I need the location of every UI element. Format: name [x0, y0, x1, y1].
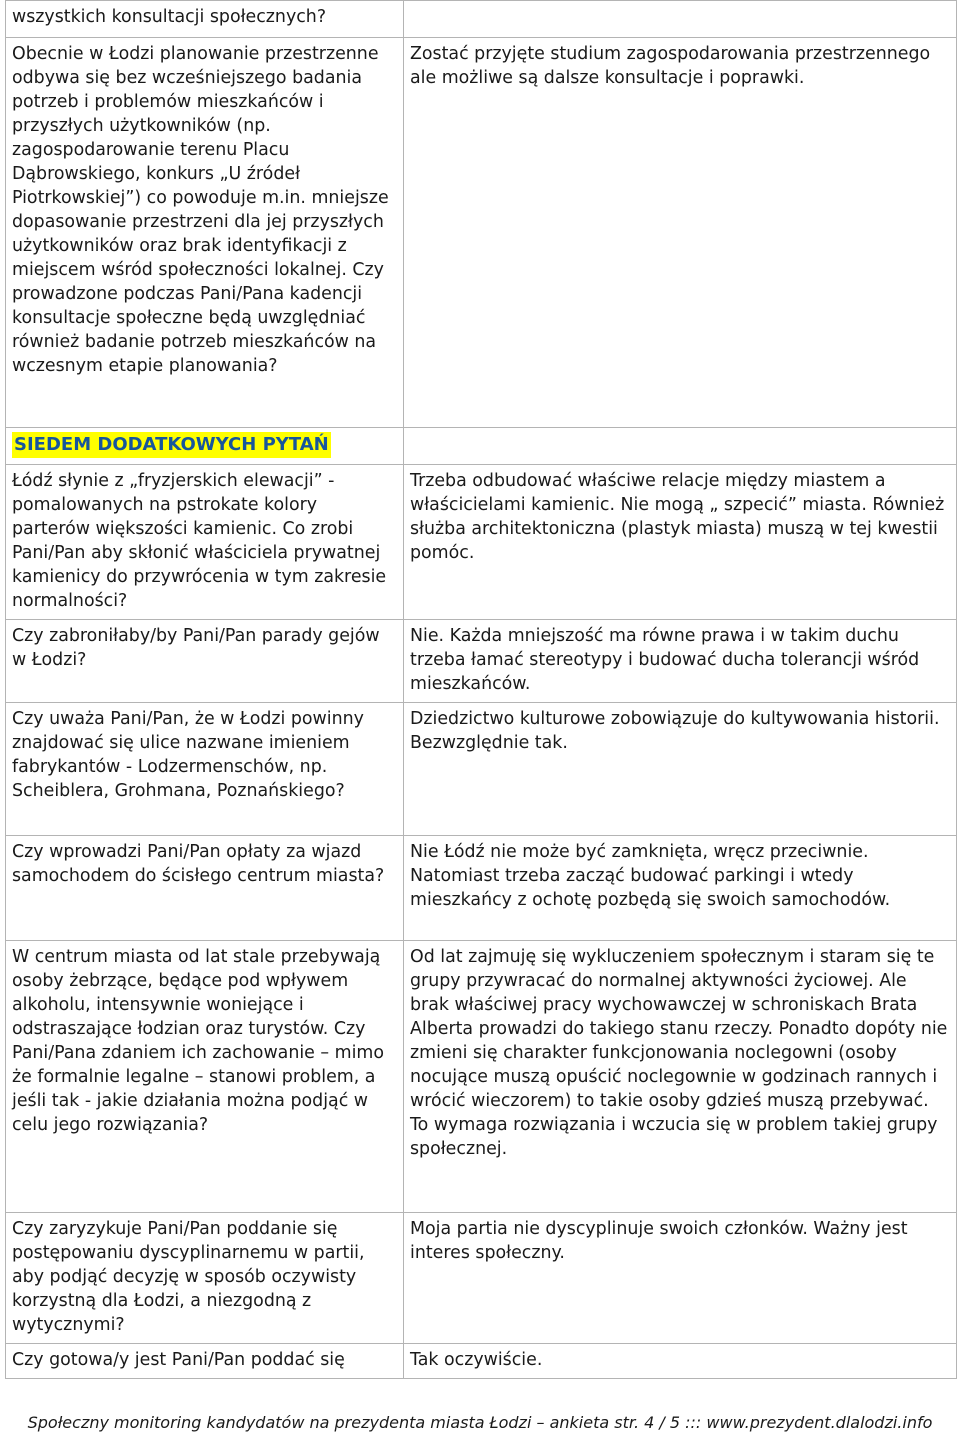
question-cell: Czy zabroniłaby/by Pani/Pan parady gejów w Łodzi? [6, 620, 404, 703]
question-cell: Czy gotowa/y jest Pani/Pan poddać się [6, 1344, 404, 1379]
table-row [6, 1, 957, 38]
qa-table [5, 0, 957, 1379]
answer-cell: Od lat zajmuję się wykluczeniem społecznym i staram się te grupy przywracać do normalnej aktywności życiowej. Ale brak właściwej pracy wychowawczej w schroniskach Brata Alberta prowadzi do takiego stanu rzeczy. Ponadto dopóty nie zmieni się charakter funkcjonowania noclegowni (osoby nocujące muszą opuścić noclegownie w godzinach rannych i wrócić wieczorem) to takie osoby gdzieś muszą przebywać. To wymaga rozwiązania i wczucia się w problem takiej grupy społecznej. [404, 941, 957, 1213]
answer-cell: Nie. Każda mniejszość ma równe prawa i w takim duchu trzeba łamać stereotypy i budować ducha tolerancji wśród mieszkańców. [404, 620, 957, 703]
table-row [6, 941, 957, 1213]
document-page [5, 0, 956, 1379]
section-header-empty-cell [404, 428, 957, 465]
table-row [6, 465, 957, 620]
question-cell: W centrum miasta od lat stale przebywają osoby żebrzące, będące pod wpływem alkoholu, intensywnie woniejące i odstraszające łodzian oraz turystów. Czy Pani/Pana zdaniem ich zachowanie – mimo że formalnie legalne – stanowi problem, a jeśli tak - jakie działania można podjąć w celu jego rozwiązania? [6, 941, 404, 1213]
table-row [6, 620, 957, 703]
answer-cell: Dziedzictwo kulturowe zobowiązuje do kultywowania historii. Bezwzględnie tak. [404, 703, 957, 836]
question-cell: Czy wprowadzi Pani/Pan opłaty za wjazd samochodem do ścisłego centrum miasta? [6, 836, 404, 941]
question-cell: Obecnie w Łodzi planowanie przestrzenne odbywa się bez wcześniejszego badania potrzeb i problemów mieszkańców i przyszłych użytkowników (np. zagospodarowanie terenu Placu Dąbrowskiego, konkurs „U źródeł Piotrkowskiej”) co powoduje m.in. mniejsze dopasowanie przestrzeni dla jej przyszłych użytkowników oraz brak identyfikacji z miejscem wśród społeczności lokalnej. Czy prowadzone podczas Pani/Pana kadencji konsultacje społeczne będą uwzględniać również badanie potrzeb mieszkańców na wczesnym etapie planowania? [6, 38, 404, 428]
question-cell: Łódź słynie z „fryzjerskich elewacji” - pomalowanych na pstrokate kolory parterów większości kamienic. Co zrobi Pani/Pan aby skłonić właściciela prywatnej kamienicy do przywrócenia w tym zakresie normalności? [6, 465, 404, 620]
table-row [6, 703, 957, 836]
table-row [6, 1213, 957, 1344]
answer-cell: Trzeba odbudować właściwe relacje między miastem a właścicielami kamienic. Nie mogą „ szpecić” miasta. Również służba architektoniczna (plastyk miasta) muszą w tej kwestii pomóc. [404, 465, 957, 620]
question-cell: wszystkich konsultacji społecznych? [6, 1, 404, 38]
answer-cell: Zostać przyjęte studium zagospodarowania przestrzennego ale możliwe są dalsze konsultacje i poprawki. [404, 38, 957, 428]
answer-cell: Nie Łódź nie może być zamknięta, wręcz przeciwnie. Natomiast trzeba zacząć budować parkingi i wtedy mieszkańcy z ochotę pozbędą się swoich samochodów. [404, 836, 957, 941]
section-header-cell [6, 428, 404, 465]
table-row [6, 1344, 957, 1379]
table-row [6, 836, 957, 941]
question-cell: Czy uważa Pani/Pan, że w Łodzi powinny znajdować się ulice nazwane imieniem fabrykantów - Lodzermenschów, np. Scheiblera, Grohmana, Poznańskiego? [6, 703, 404, 836]
answer-cell: Tak oczywiście. [404, 1344, 957, 1379]
section-header: SIEDEM DODATKOWYCH PYTAŃ [12, 432, 331, 458]
answer-cell: Moja partia nie dyscyplinuje swoich członków. Ważny jest interes społeczny. [404, 1213, 957, 1344]
answer-cell [404, 1, 957, 38]
question-cell: Czy zaryzykuje Pani/Pan poddanie się postępowaniu dyscyplinarnemu w partii, aby podjąć decyzję w sposób oczywisty korzystną dla Łodzi, a niezgodną z wytycznymi? [6, 1213, 404, 1344]
page-footer: Społeczny monitoring kandydatów na prezydenta miasta Łodzi – ankieta str. 4 / 5 ::: www.prezydent.dlalodzi.info [27, 1413, 933, 1432]
table-row [6, 38, 957, 428]
section-header-row [6, 428, 957, 465]
